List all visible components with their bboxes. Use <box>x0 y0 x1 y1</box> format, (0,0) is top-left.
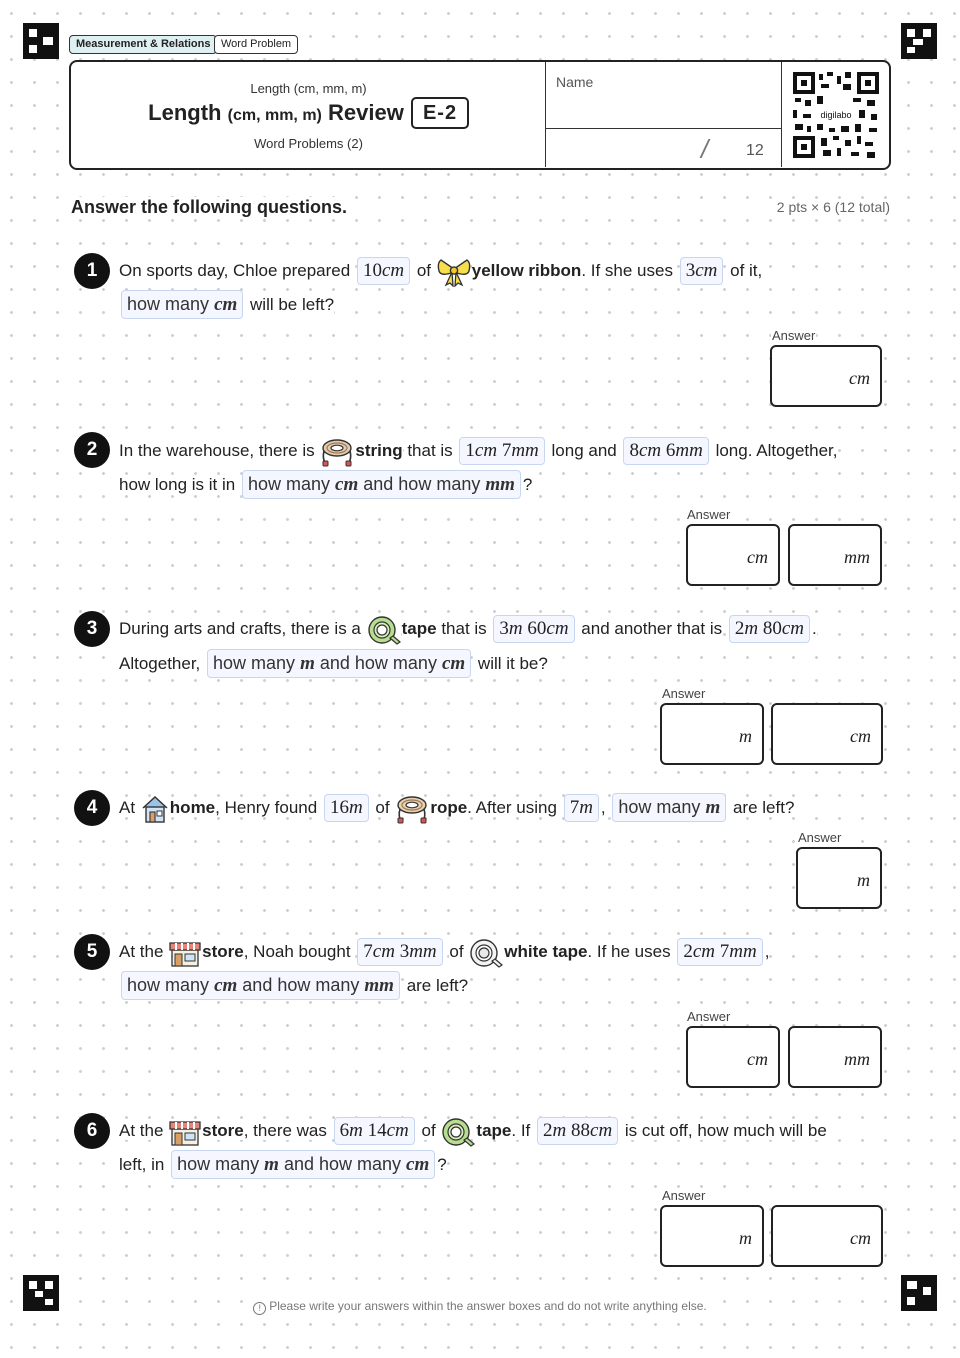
answer-label: Answer <box>798 830 842 845</box>
tape-roll-icon <box>441 1117 475 1147</box>
value-chip: 8cm 6mm <box>623 437 708 465</box>
answer-box[interactable]: mm <box>788 1026 882 1088</box>
answer-label: Answer <box>687 507 731 522</box>
question-prompt-chip: how many cm and how many mm <box>121 971 400 1000</box>
points-info: 2 pts × 6 (12 total) <box>776 199 890 215</box>
footer-note: ! Please write your answers within the answer boxes and do not write anything else. <box>0 1299 960 1315</box>
value-chip: 2m 88cm <box>537 1117 618 1145</box>
subject-tag: Measurement & Relations <box>69 35 217 54</box>
answer-box[interactable]: m <box>660 1205 764 1267</box>
question-number: 4 <box>74 790 110 826</box>
question-number: 3 <box>74 611 110 647</box>
answer-label: Answer <box>662 686 706 701</box>
value-chip: 3cm <box>680 257 724 285</box>
page-title <box>146 100 406 126</box>
value-chip: 1cm 7mm <box>459 437 544 465</box>
answer-box[interactable]: m <box>660 703 764 765</box>
value-chip: 2cm 7mm <box>677 938 762 966</box>
question-text-line2: how many cm and how many mm are left? <box>119 971 468 1001</box>
topic-label: Length (cm, mm, m) <box>250 81 367 96</box>
answer-box[interactable]: cm <box>771 1205 883 1267</box>
answer-box[interactable]: cm <box>686 1026 780 1088</box>
rope-coil-icon <box>395 794 429 824</box>
value-chip: 2m 80cm <box>729 615 810 643</box>
instructions: Answer the following questions. <box>71 197 348 217</box>
question-number: 5 <box>74 934 110 970</box>
title-main: Length <box>148 100 222 125</box>
subtitle: Word Problems (2) <box>254 136 363 151</box>
answer-label: Answer <box>687 1009 731 1024</box>
name-score-cell <box>545 62 782 167</box>
name-divider <box>546 128 781 129</box>
value-chip: 7cm 3mm <box>357 938 442 966</box>
question-prompt-chip: how many cm and how many mm <box>242 470 521 499</box>
question-text: In the warehouse, there is string that is 1cm 7mm long and 8cm 6mm long. Altogether, <box>119 436 838 467</box>
title-review: Review <box>328 100 404 125</box>
question-text: During arts and crafts, there is a tape that is 3m 60cm and another that is 2m 80cm . <box>119 614 817 645</box>
worksheet-code: E-2 <box>411 97 469 129</box>
title-units: (cm, mm, m) <box>227 107 322 124</box>
answer-box[interactable]: cm <box>686 524 780 586</box>
question-number: 6 <box>74 1113 110 1149</box>
question-prompt-chip: how many m <box>612 793 726 822</box>
value-chip: 6m 14cm <box>334 1117 415 1145</box>
answer-label: Answer <box>772 328 816 343</box>
question-prompt-chip: how many m and how many cm <box>171 1150 435 1179</box>
question-text-line2: how many cm will be left? <box>119 290 334 320</box>
store-icon <box>169 1117 201 1147</box>
string-coil-icon <box>320 437 354 467</box>
question-text: At home, Henry found 16m of rope. After using 7m , how many m are left? <box>119 793 794 824</box>
answer-box[interactable]: cm <box>771 703 883 765</box>
info-icon: ! <box>253 1302 266 1315</box>
house-icon <box>141 794 169 824</box>
question-text: On sports day, Chloe prepared 10cm of yellow ribbon. If she uses 3cm of it, <box>119 256 762 287</box>
value-chip: 10cm <box>357 257 410 285</box>
corner-marker-top-left <box>23 23 59 59</box>
answer-box[interactable]: cm <box>770 345 882 407</box>
question-text: At the store, Noah bought 7cm 3mm of white tape. If he uses 2cm 7mm , <box>119 937 769 968</box>
white-tape-icon <box>469 938 503 968</box>
corner-marker-top-right <box>901 23 937 59</box>
question-text-line2: Altogether, how many m and how many cm will it be? <box>119 649 548 679</box>
answer-label: Answer <box>662 1188 706 1203</box>
question-number: 2 <box>74 432 110 468</box>
value-chip: 16m <box>324 794 369 822</box>
svg-text:digilabo: digilabo <box>820 110 852 120</box>
question-number: 1 <box>74 253 110 289</box>
type-tag: Word Problem <box>214 35 298 54</box>
worksheet-header <box>69 60 891 170</box>
answer-box[interactable]: mm <box>788 524 882 586</box>
value-chip: 3m 60cm <box>493 615 574 643</box>
question-prompt-chip: how many m and how many cm <box>207 649 471 678</box>
score-slash: / <box>701 134 709 164</box>
answer-box[interactable]: m <box>796 847 882 909</box>
qr-code-icon <box>793 72 879 158</box>
question-prompt-chip: how many cm <box>121 290 243 319</box>
value-chip: 7m <box>564 794 599 822</box>
name-label: Name <box>556 74 594 90</box>
score-total: 12 <box>746 142 764 159</box>
tape-roll-icon <box>367 615 401 645</box>
question-text-line2: left, in how many m and how many cm ? <box>119 1150 447 1180</box>
ribbon-icon <box>437 257 471 287</box>
question-text-line2: how long is it in how many cm and how many mm ? <box>119 470 532 500</box>
store-icon <box>169 938 201 968</box>
question-text: At the store, there was 6m 14cm of tape. If 2m 88cm is cut off, how much will be <box>119 1116 827 1147</box>
